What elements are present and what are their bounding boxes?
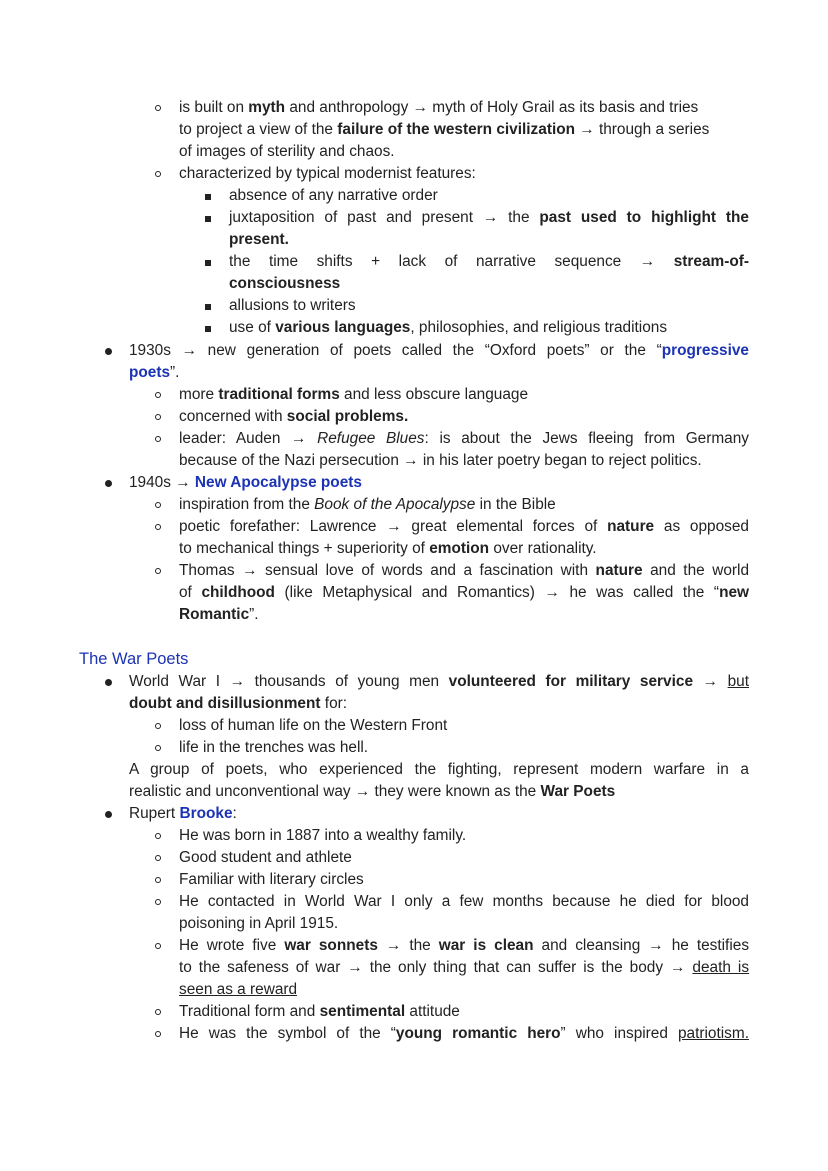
circle-bullet [155,943,161,949]
list-item: absence of any narrative order [229,187,438,204]
list-item: Good student and athlete [179,849,352,866]
list-item: Thomas → sensual love of words and a fascination with nature and the world [179,562,750,579]
list-item: the time shifts + lack of narrative sequence → stream-of- [229,253,749,270]
circle-bullet [155,723,161,729]
list-item: He wrote five war sonnets → the war is clean and cleansing → he testifies [179,937,750,954]
list-item: poets”. [129,364,180,381]
paragraph: A group of poets, who experienced the fighting, represent modern warfare in a [129,761,749,778]
circle-bullet [155,502,161,508]
list-item: use of various languages, philosophies, and religious traditions [229,319,668,336]
list-item: juxtaposition of past and present → the past used to highlight the [229,209,749,226]
list-item: is built on myth and anthropology → myth of Holy Grail as its basis and tries [179,99,699,116]
list-item: concerned with social problems. [179,408,409,425]
circle-bullet [155,899,161,905]
list-item: Familiar with literary circles [179,871,364,888]
list-item: Romantic”. [179,606,259,623]
list-item: poisoning in April 1915. [179,915,339,932]
list-item: consciousness [229,275,341,292]
list-item: 1940s → New Apocalypse poets [129,474,362,491]
circle-bullet [155,1009,161,1015]
circle-bullet [155,171,161,177]
paragraph: realistic and unconventional way → they were known as the War Poets [129,783,616,800]
list-item: inspiration from the Book of the Apocalypse in the Bible [179,496,556,513]
disc-bullet [105,679,112,686]
list-item: to mechanical things + superiority of emotion over rationality. [179,540,597,557]
list-item: of images of sterility and chaos. [179,143,395,160]
list-item: He was the symbol of the “young romantic hero” who inspired patriotism. [179,1025,749,1042]
list-item: to project a view of the failure of the western civilization → through a series [179,121,710,138]
list-item: of childhood (like Metaphysical and Romantics) → he was called the “new [179,584,749,601]
disc-bullet [105,348,112,355]
list-item: allusions to writers [229,297,356,314]
circle-bullet [155,392,161,398]
list-item: World War I → thousands of young men volunteered for military service → but [129,673,749,690]
list-item: present. [229,231,289,248]
circle-bullet [155,105,161,111]
list-item: because of the Nazi persecution → in his later poetry began to reject politics. [179,452,702,469]
section-heading: The War Poets [79,650,189,668]
list-item: seen as a reward [179,981,298,998]
circle-bullet [155,414,161,420]
list-item: characterized by typical modernist features: [179,165,476,182]
circle-bullet [155,568,161,574]
list-item: more traditional forms and less obscure language [179,386,529,403]
list-item: life in the trenches was hell. [179,739,369,756]
circle-bullet [155,877,161,883]
list-item: leader: Auden → Refugee Blues: is about the Jews fleeing from Germany [179,430,749,447]
circle-bullet [155,855,161,861]
circle-bullet [155,833,161,839]
list-item: Rupert Brooke: [129,805,237,822]
list-item: loss of human life on the Western Front [179,717,448,734]
square-bullet [205,194,211,200]
list-item: Traditional form and sentimental attitude [179,1003,460,1020]
circle-bullet [155,745,161,751]
list-item: He contacted in World War I only a few months because he died for blood [179,893,749,910]
circle-bullet [155,524,161,530]
circle-bullet [155,436,161,442]
square-bullet [205,260,211,266]
disc-bullet [105,811,112,818]
list-item: to the safeness of war → the only thing that can suffer is the body → death is [179,959,750,976]
list-item: poetic forefather: Lawrence → great elemental forces of nature as opposed [179,518,749,535]
square-bullet [205,304,211,310]
disc-bullet [105,480,112,487]
list-item: He was born in 1887 into a wealthy family. [179,827,467,844]
square-bullet [205,216,211,222]
list-item: doubt and disillusionment for: [129,695,348,712]
square-bullet [205,326,211,332]
list-item: 1930s → new generation of poets called the “Oxford poets” or the “progressive [129,342,749,359]
circle-bullet [155,1031,161,1037]
